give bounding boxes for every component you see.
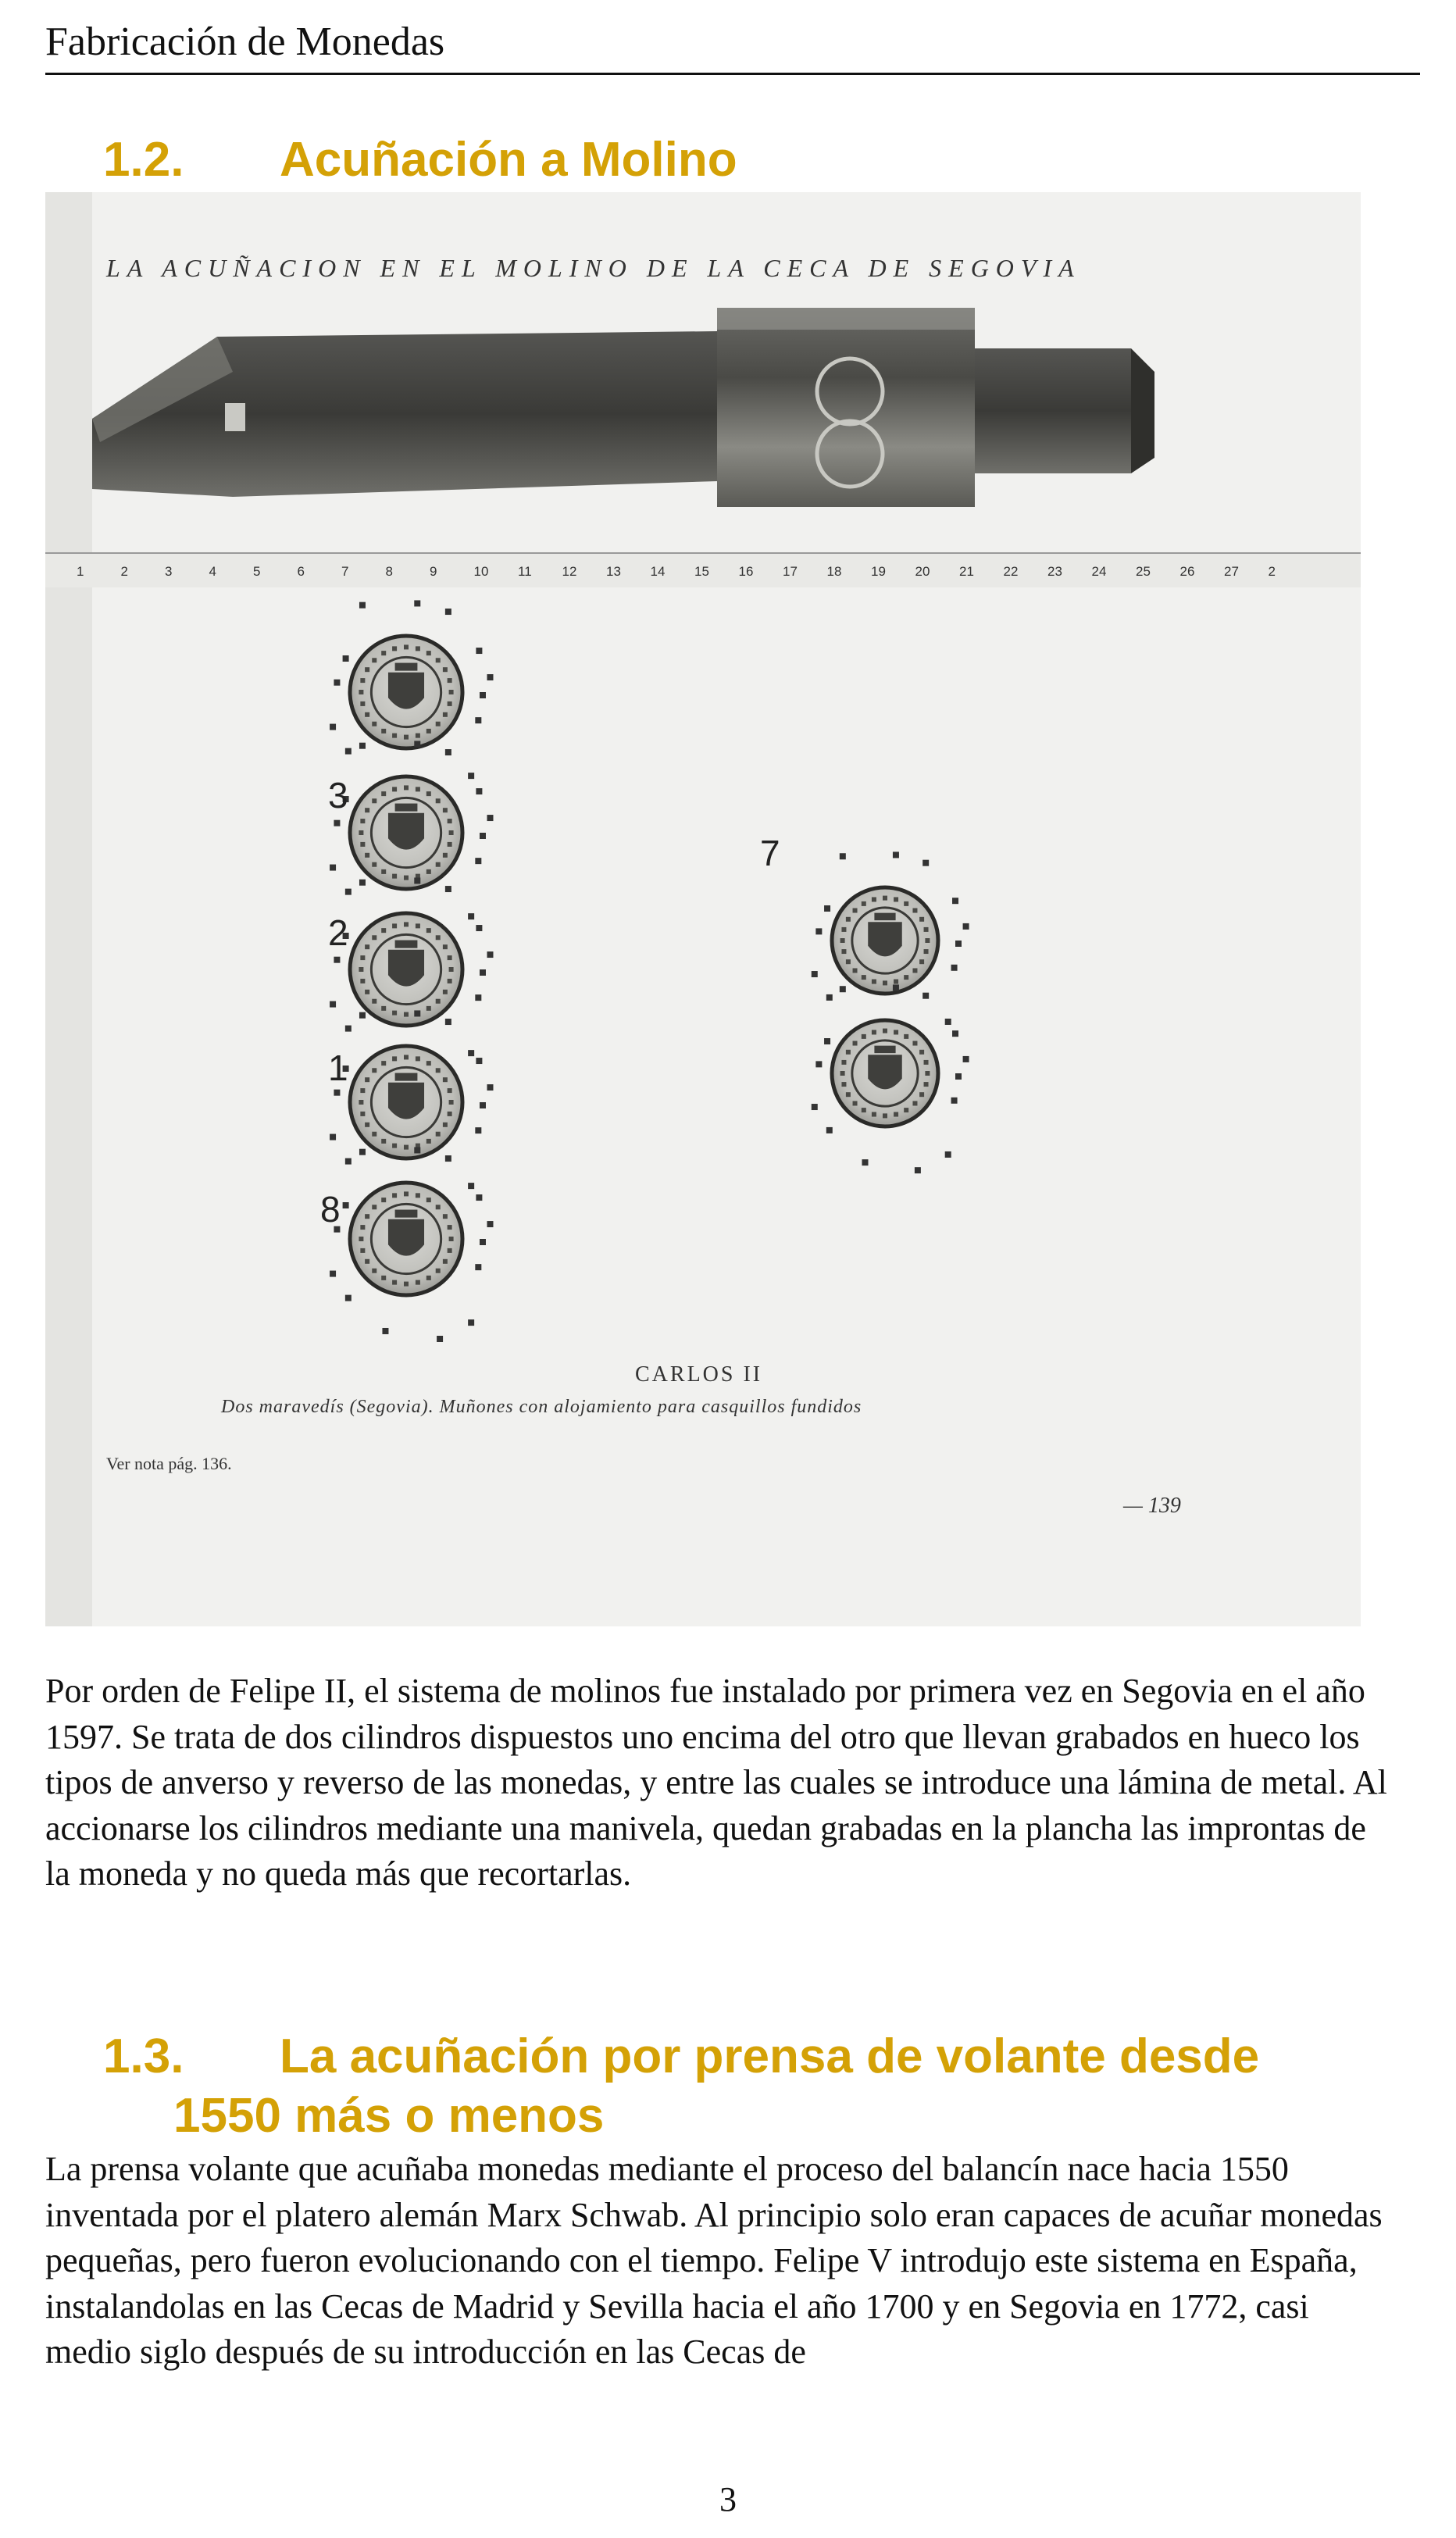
molino-photo	[45, 192, 1361, 1626]
figure-note: Ver nota pág. 136.	[106, 1454, 232, 1473]
molino-photo-graphic	[45, 192, 1361, 1626]
ruler-label: 1	[77, 564, 84, 579]
ruler-label: 10	[473, 564, 489, 579]
figure-caption-line: Dos maravedís (Segovia). Muñones con alojamiento para casquillos fundidos	[221, 1397, 862, 1417]
die-number: 7	[760, 833, 780, 873]
ruler-label: 12	[562, 564, 577, 579]
figure-page-ref: — 139	[1123, 1494, 1181, 1518]
paragraph-2: La prensa volante que acuñaba monedas mediante el proceso del balancín nace hacia 1550 inventada por el platero alemán Marx Schwab. Al principio solo eran capaces de acuñar monedas pequeñas, pero fueron evolucionando con el tiempo. Felipe V introdujo este sistema en España, instalandolas en las Cecas de Madrid y Sevilla hacia el año 1700 y en Segovia en 1772, casi medio siglo después de su introducción en las Cecas de	[45, 2150, 1383, 2371]
ruler-label: 20	[915, 564, 930, 579]
figure-caption-top: LA ACUÑACION EN EL MOLINO DE LA CECA DE SEGOVIA	[106, 254, 1081, 282]
section-title: La acuñación por prensa de volante desde	[280, 2029, 1260, 2083]
ruler-label: 18	[826, 564, 842, 579]
ruler-label: 2	[120, 564, 128, 579]
ruler-label: 7	[341, 564, 349, 579]
photo-left-edge	[45, 192, 92, 1626]
ruler-label: 8	[385, 564, 393, 579]
ruler-label: 17	[783, 564, 798, 579]
section-heading-1-3	[103, 2028, 1259, 2086]
ruler-label: 3	[165, 564, 173, 579]
ruler-label: 4	[209, 564, 216, 579]
ruler-label: 15	[694, 564, 709, 579]
measure-ruler	[45, 553, 1361, 587]
ruler-label: 11	[518, 564, 532, 579]
figure-caption-name: CARLOS II	[635, 1362, 763, 1387]
section-title: Acuñación a Molino	[280, 133, 737, 187]
ruler-label: 22	[1003, 564, 1019, 579]
die-number: 2	[328, 912, 348, 953]
ruler-label: 24	[1091, 564, 1107, 579]
ruler-label: 9	[430, 564, 437, 579]
ruler-label: 19	[871, 564, 886, 579]
section-number: 1.2.	[103, 133, 184, 187]
ruler-label: 25	[1136, 564, 1151, 579]
ruler-label: 26	[1179, 564, 1195, 579]
header-rule	[45, 73, 1420, 75]
running-header-title: Fabricación de Monedas	[45, 20, 445, 64]
ruler-label: 21	[959, 564, 974, 579]
section-heading-1-2	[103, 131, 737, 189]
die-number: 8	[320, 1189, 341, 1230]
section-number: 1.3.	[103, 2029, 184, 2083]
ruler-label: 27	[1224, 564, 1239, 579]
section-title-continuation: 1550 más o menos	[173, 2089, 605, 2143]
ruler-label: 6	[297, 564, 305, 579]
page-number: 3	[719, 2480, 737, 2518]
paragraph-1: Por orden de Felipe II, el sistema de molinos fue instalado por primera vez en Segovia en el año 1597. Se trata de dos cilindros dispuestos uno encima del otro que llevan grabados en hueco los tipos de anverso y reverso de las monedas, y entre las cuales se introduce una lámina de metal. Al accionarse los cilindros mediante una manivela, quedan grabadas en la plancha las improntas de la moneda y no queda más que recortarlas.	[45, 1672, 1387, 1893]
die-number: 1	[328, 1048, 348, 1088]
ruler-label: 16	[738, 564, 754, 579]
ruler-label: 14	[650, 564, 666, 579]
ruler-label: 23	[1047, 564, 1062, 579]
ruler-label: 2	[1268, 564, 1276, 579]
ruler-label: 5	[253, 564, 261, 579]
ruler-label: 13	[606, 564, 621, 579]
die-number: 3	[328, 775, 348, 816]
